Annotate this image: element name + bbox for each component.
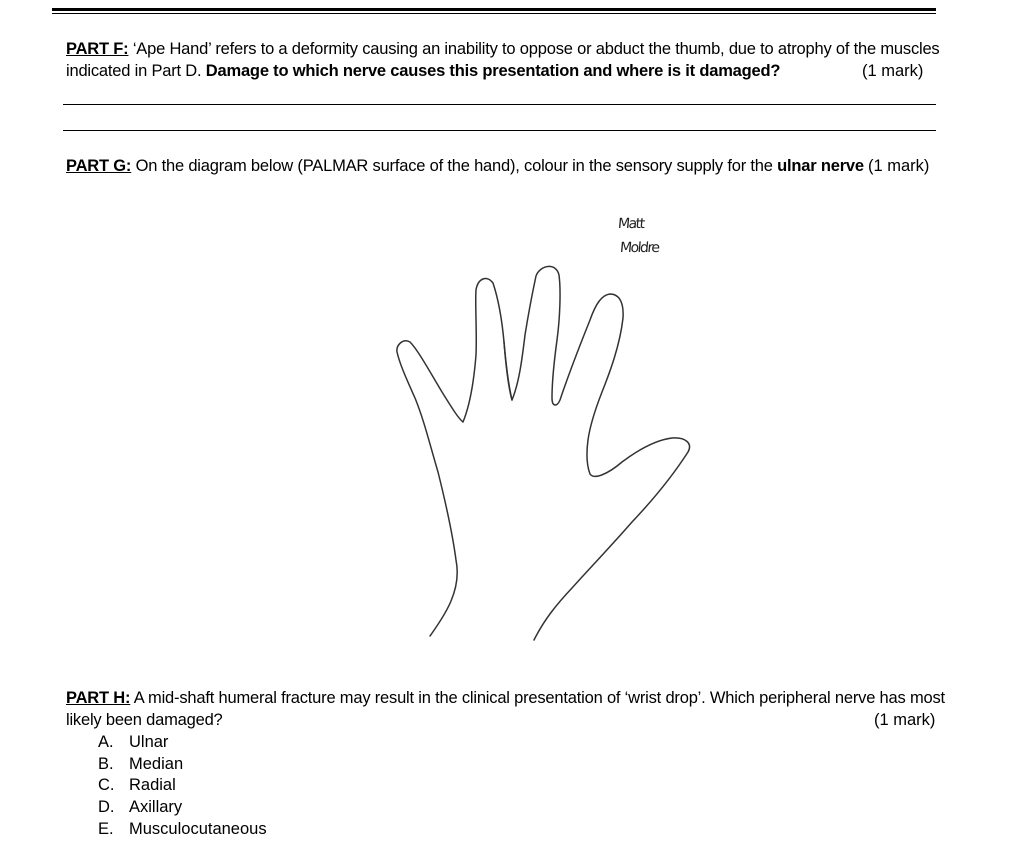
part-h-label: PART H: [66, 689, 131, 707]
top-border-rule [52, 8, 936, 11]
part-g-text: On the diagram below (PALMAR surface of the hand), colour in the sensory supply for the [131, 157, 778, 175]
option-text: Axillary [129, 798, 183, 817]
option-a[interactable] [98, 732, 267, 754]
option-c[interactable] [98, 775, 267, 797]
option-e[interactable] [98, 819, 267, 841]
part-h-line2: likely been damaged? [66, 711, 223, 729]
part-g-line [66, 155, 866, 177]
option-letter: B. [98, 754, 114, 773]
part-h-text-line1: A mid-shaft humeral fracture may result in the clinical presentation of ‘wrist drop’. Which peripheral nerve has most [130, 689, 945, 707]
option-d[interactable] [98, 797, 267, 819]
option-text: Radial [129, 776, 176, 795]
signature [616, 214, 686, 266]
hand-outline [397, 266, 690, 640]
part-h-options [98, 732, 267, 841]
option-text: Median [129, 754, 184, 773]
part-g-label: PART G: [66, 157, 132, 175]
answer-line-1[interactable] [63, 104, 936, 105]
part-f-line2 [66, 60, 826, 82]
option-b[interactable] [98, 754, 267, 776]
part-f-text-line2: indicated in Part D. [66, 62, 206, 80]
hand-palm-diagram[interactable] [380, 205, 720, 655]
part-h-line1 [66, 687, 946, 709]
part-f-mark: (1 mark) [862, 62, 924, 80]
option-text: Ulnar [129, 733, 169, 751]
option-text: Musculocutaneous [129, 819, 267, 838]
part-f-line1 [66, 38, 946, 60]
part-f-label: PART F: [66, 40, 129, 58]
part-f-question: Damage to which nerve causes this presentation and where is it damaged? [205, 62, 781, 80]
option-letter: A. [98, 733, 114, 751]
part-g-mark: (1 mark) [868, 157, 930, 175]
answer-line-2[interactable] [63, 130, 936, 131]
option-letter: C. [98, 776, 115, 795]
part-h-mark: (1 mark) [874, 711, 936, 729]
option-letter: D. [98, 798, 115, 817]
part-f-text-line1: ‘Ape Hand’ refers to a deformity causing an inability to oppose or abduct the thumb, due to atrophy of the muscles [128, 40, 940, 58]
part-g-nerve: ulnar nerve [777, 157, 864, 175]
signature-line2: Moldre [619, 240, 660, 256]
signature-line1: Matt [617, 216, 645, 232]
option-letter: E. [98, 819, 114, 838]
top-border-rule-thin [52, 13, 936, 14]
